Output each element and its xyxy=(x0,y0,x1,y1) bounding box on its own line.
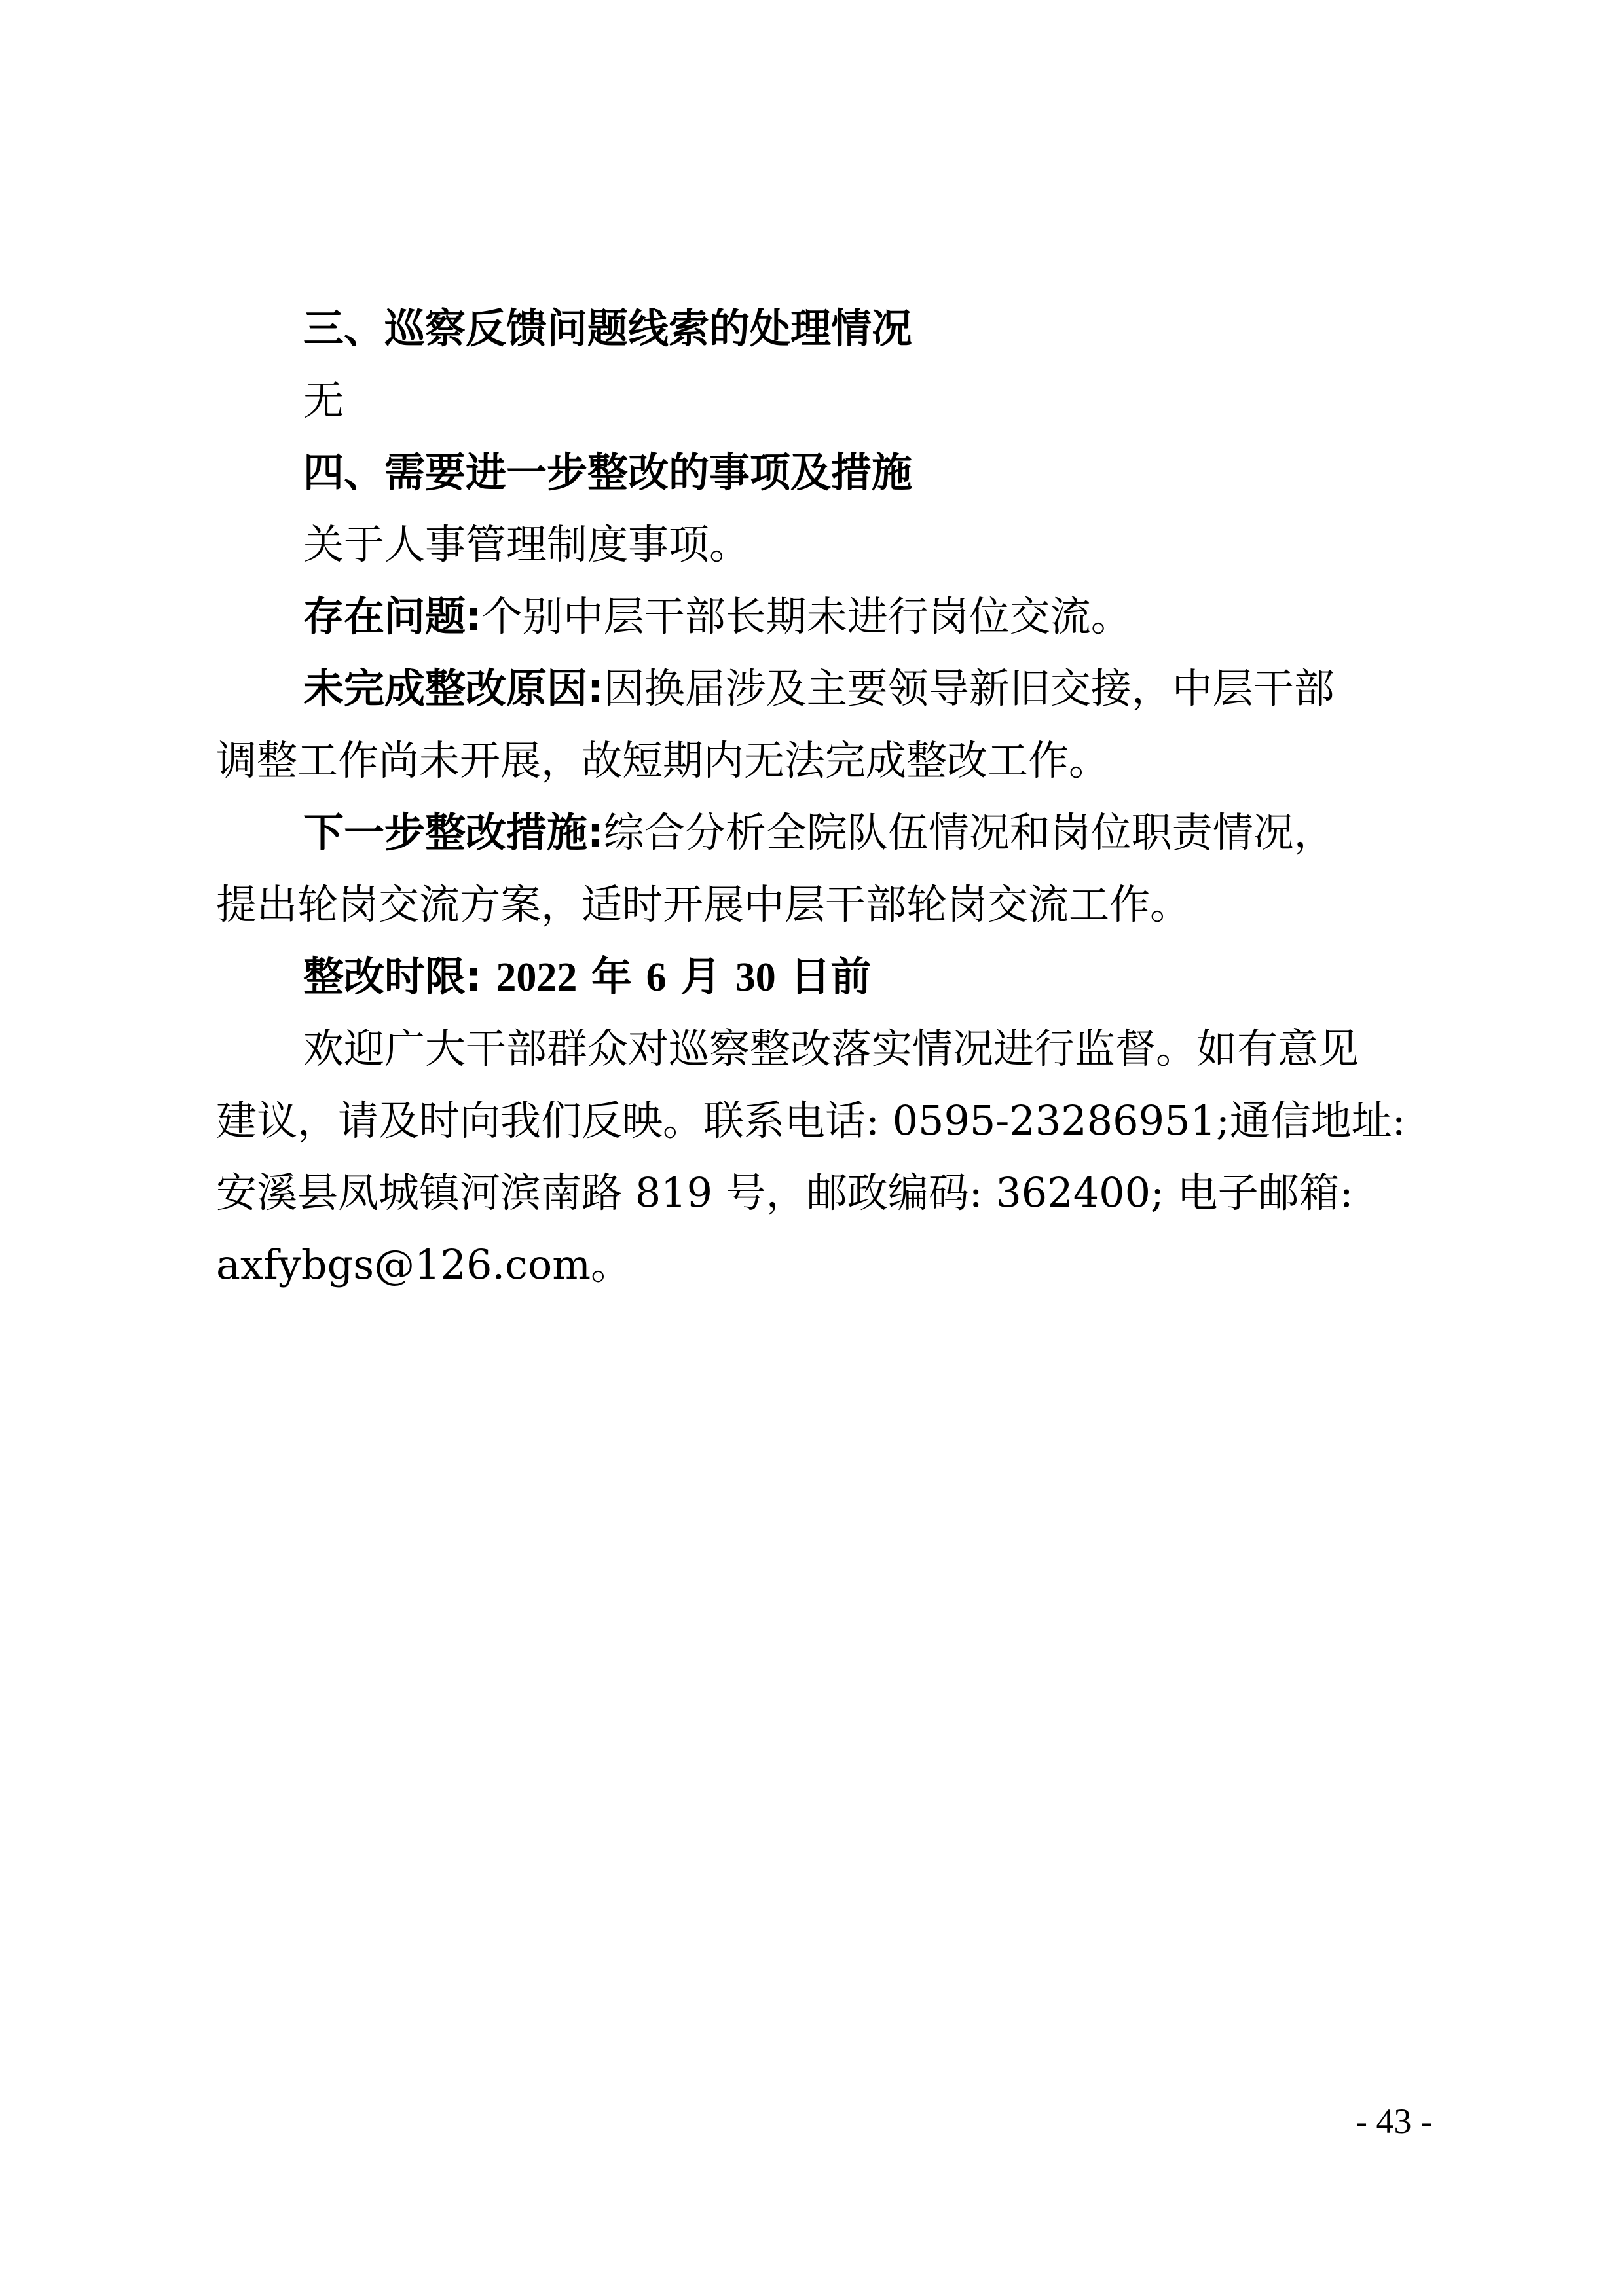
deadline-year: 2022 xyxy=(496,955,578,1000)
measure-text-line2: 提出轮岗交流方案，适时开展中层干部轮岗交流工作。 xyxy=(216,881,1191,928)
deadline-day: 30 xyxy=(735,955,776,1000)
contact-line3: 安溪县凤城镇河滨南路 819 号，邮政编码: 362400; 电子邮箱: xyxy=(216,1169,1354,1216)
deadline-month: 6 xyxy=(646,955,667,1000)
problem-paragraph xyxy=(303,591,1132,643)
contact-line4: axfybgs@126.com。 xyxy=(216,1241,631,1288)
reason-paragraph-line1 xyxy=(303,663,1335,715)
deadline-label: 整改时限: xyxy=(303,953,482,1000)
measure-label: 下一步整改措施: xyxy=(303,809,604,856)
problem-label: 存在问题: xyxy=(303,592,482,640)
measure-text-line1: 综合分析全院队伍情况和岗位职责情况， xyxy=(603,809,1335,856)
reason-text-line1: 因换届涉及主要领导新旧交接，中层干部 xyxy=(603,665,1335,712)
contact-line2: 建议，请及时向我们反映。联系电话: 0595-23286951;通信地址: xyxy=(216,1097,1406,1144)
reason-label: 未完成整改原因: xyxy=(303,665,604,712)
measure-paragraph-line1 xyxy=(303,807,1335,859)
section3-heading: 三、巡察反馈问题线索的处理情况 xyxy=(303,304,913,352)
deadline-month-unit: 月 xyxy=(680,953,722,1000)
deadline-year-unit: 年 xyxy=(591,953,632,1000)
reason-text-line2: 调整工作尚未开展，故短期内无法完成整改工作。 xyxy=(216,737,1110,784)
problem-text: 个别中层干部长期未进行岗位交流。 xyxy=(481,592,1132,640)
page-number: - 43 - xyxy=(1356,2102,1432,2141)
contact-line1: 欢迎广大干部群众对巡察整改落实情况进行监督。如有意见 xyxy=(303,1025,1359,1072)
section4-heading: 四、需要进一步整改的事项及措施 xyxy=(303,448,913,496)
item-title: 关于人事管理制度事项。 xyxy=(303,520,750,568)
deadline-day-unit: 日前 xyxy=(790,953,872,1000)
section3-content: 无 xyxy=(303,376,344,424)
deadline-paragraph xyxy=(303,951,871,1004)
